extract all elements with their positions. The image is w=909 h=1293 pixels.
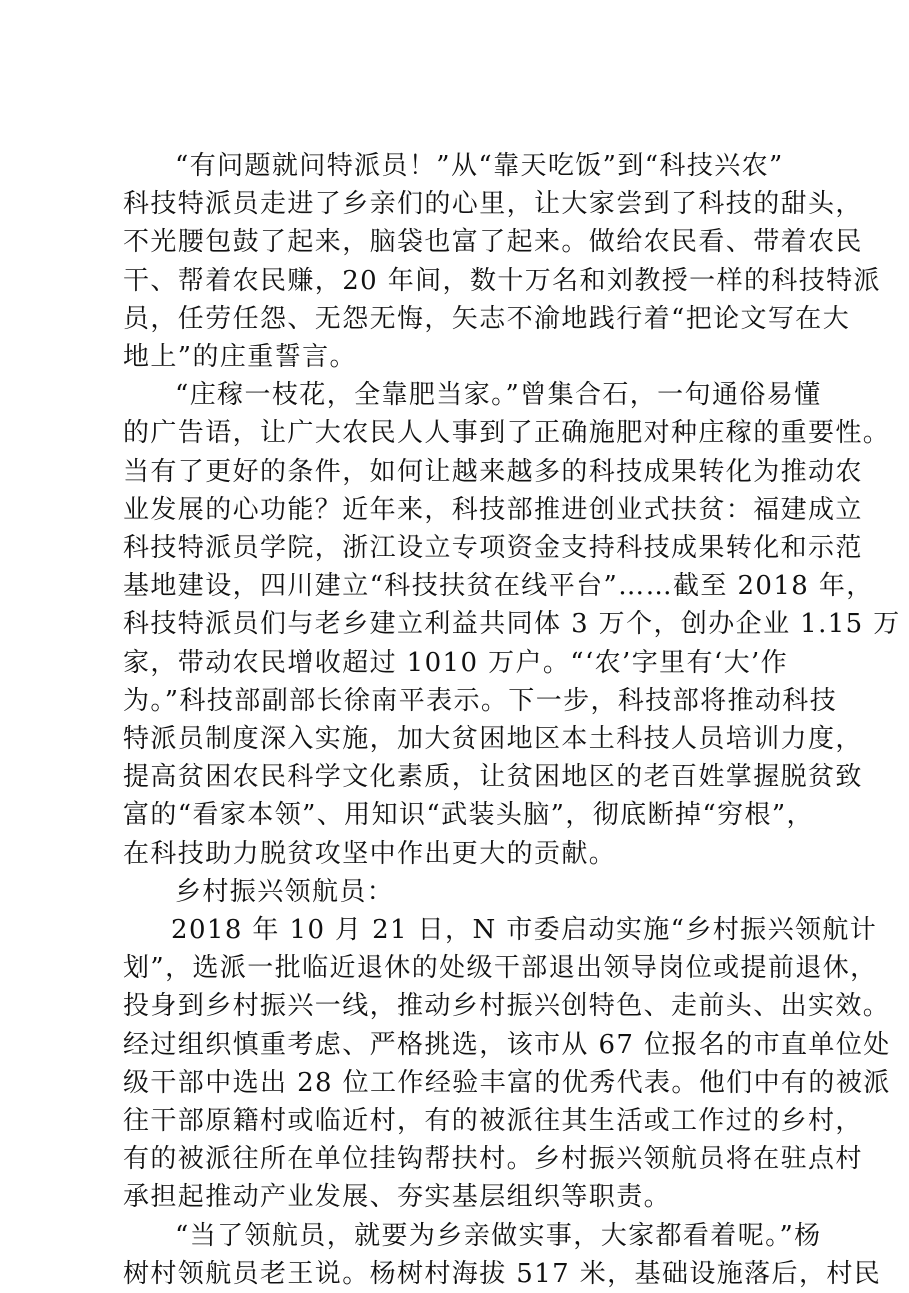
section-heading-rural-navigator	[123, 873, 813, 911]
text-line: 为。”科技部副部长徐南平表示。下一步，科技部将推动科技	[123, 685, 838, 716]
text-line: 科技特派员学院，浙江设立专项资金支持科技成果转化和示范	[123, 533, 863, 564]
text-line: 的广告语，让广大农民人人事到了正确施肥对种庄稼的重要性。	[123, 418, 891, 449]
text-line: 有的被派往所在单位挂钩帮扶村。乡村振兴领航员将在驻点村	[123, 1144, 863, 1175]
text-line: 当有了更好的条件，如何让越来越多的科技成果转化为推动农	[123, 456, 863, 487]
paragraph-navigator-plan	[123, 911, 891, 1217]
text-line: 往干部原籍村或临近村，有的被派往其生活或工作过的乡村，	[123, 1106, 863, 1137]
text-line: 业发展的心功能？近年来，科技部推进创业式扶贫：福建成立	[123, 494, 863, 525]
paragraph-yangshu-village	[123, 1217, 882, 1293]
section-heading: 乡村振兴领航员：	[175, 876, 395, 907]
text-line: 在科技助力脱贫攻坚中作出更大的贡献。	[123, 838, 617, 869]
text-line: 基地建设，四川建立“科技扶贫在线平台”……截至 2018 年，	[123, 571, 874, 602]
text-line: “当了领航员，就要为乡亲做实事，大家都看着呢。”杨	[175, 1220, 822, 1251]
text-line: 提高贫困农民科学文化素质，让贫困地区的老百姓掌握脱贫致	[123, 762, 863, 793]
text-line: 2018 年 10 月 21 日，N 市委启动实施“乡村振兴领航计	[171, 915, 878, 946]
text-line: 家，带动农民增收超过 1010 万户。“‘农’字里有‘大’作	[123, 647, 789, 678]
text-line: 经过组织慎重考虑、严格挑选，该市从 67 位报名的市直单位处	[123, 1029, 891, 1060]
text-line: 树村领航员老王说。杨树村海拔 517 米，基础设施落后，村民	[123, 1258, 882, 1289]
text-line: 富的“看家本领”、用知识“武装头脑”，彻底断掉“穷根”，	[123, 800, 814, 831]
text-line: 级干部中选出 28 位工作经验丰富的优秀代表。他们中有的被派	[123, 1067, 891, 1098]
text-line: 特派员制度深入实施，加大贫困地区本土科技人员培训力度，	[123, 724, 863, 755]
text-line: 科技特派员们与老乡建立利益共同体 3 万个，创办企业 1.15 万	[123, 609, 901, 640]
paragraph-science-envoy-intro	[123, 147, 881, 376]
text-line: 科技特派员走进了乡亲们的心里，让大家尝到了科技的甜头，	[123, 189, 863, 220]
text-line: 地上”的庄重誓言。	[123, 342, 357, 373]
document-page	[123, 147, 901, 1293]
text-line: 不光腰包鼓了起来，脑袋也富了起来。做给农民看、带着农民	[123, 227, 863, 258]
text-line: 投身到乡村振兴一线，推动乡村振兴创特色、走前头、出实效。	[123, 991, 891, 1022]
text-line: 承担起推动产业发展、夯实基层组织等职责。	[123, 1182, 672, 1213]
text-line: 员，任劳任怨、无怨无悔，矢志不渝地践行着“把论文写在大	[123, 303, 851, 334]
text-line: 干、帮着农民赚，20 年间，数十万名和刘教授一样的科技特派	[123, 265, 881, 296]
text-line: 划”，选派一批临近退休的处级干部退出领导岗位或提前退休，	[123, 953, 878, 984]
text-line: “庄稼一枝花，全靠肥当家。”曾集合石，一句通俗易懂	[175, 380, 822, 411]
paragraph-fertilizer-slogan	[123, 376, 901, 873]
text-line: “有问题就问特派员！”从“靠天吃饭”到“科技兴农”	[175, 151, 784, 181]
